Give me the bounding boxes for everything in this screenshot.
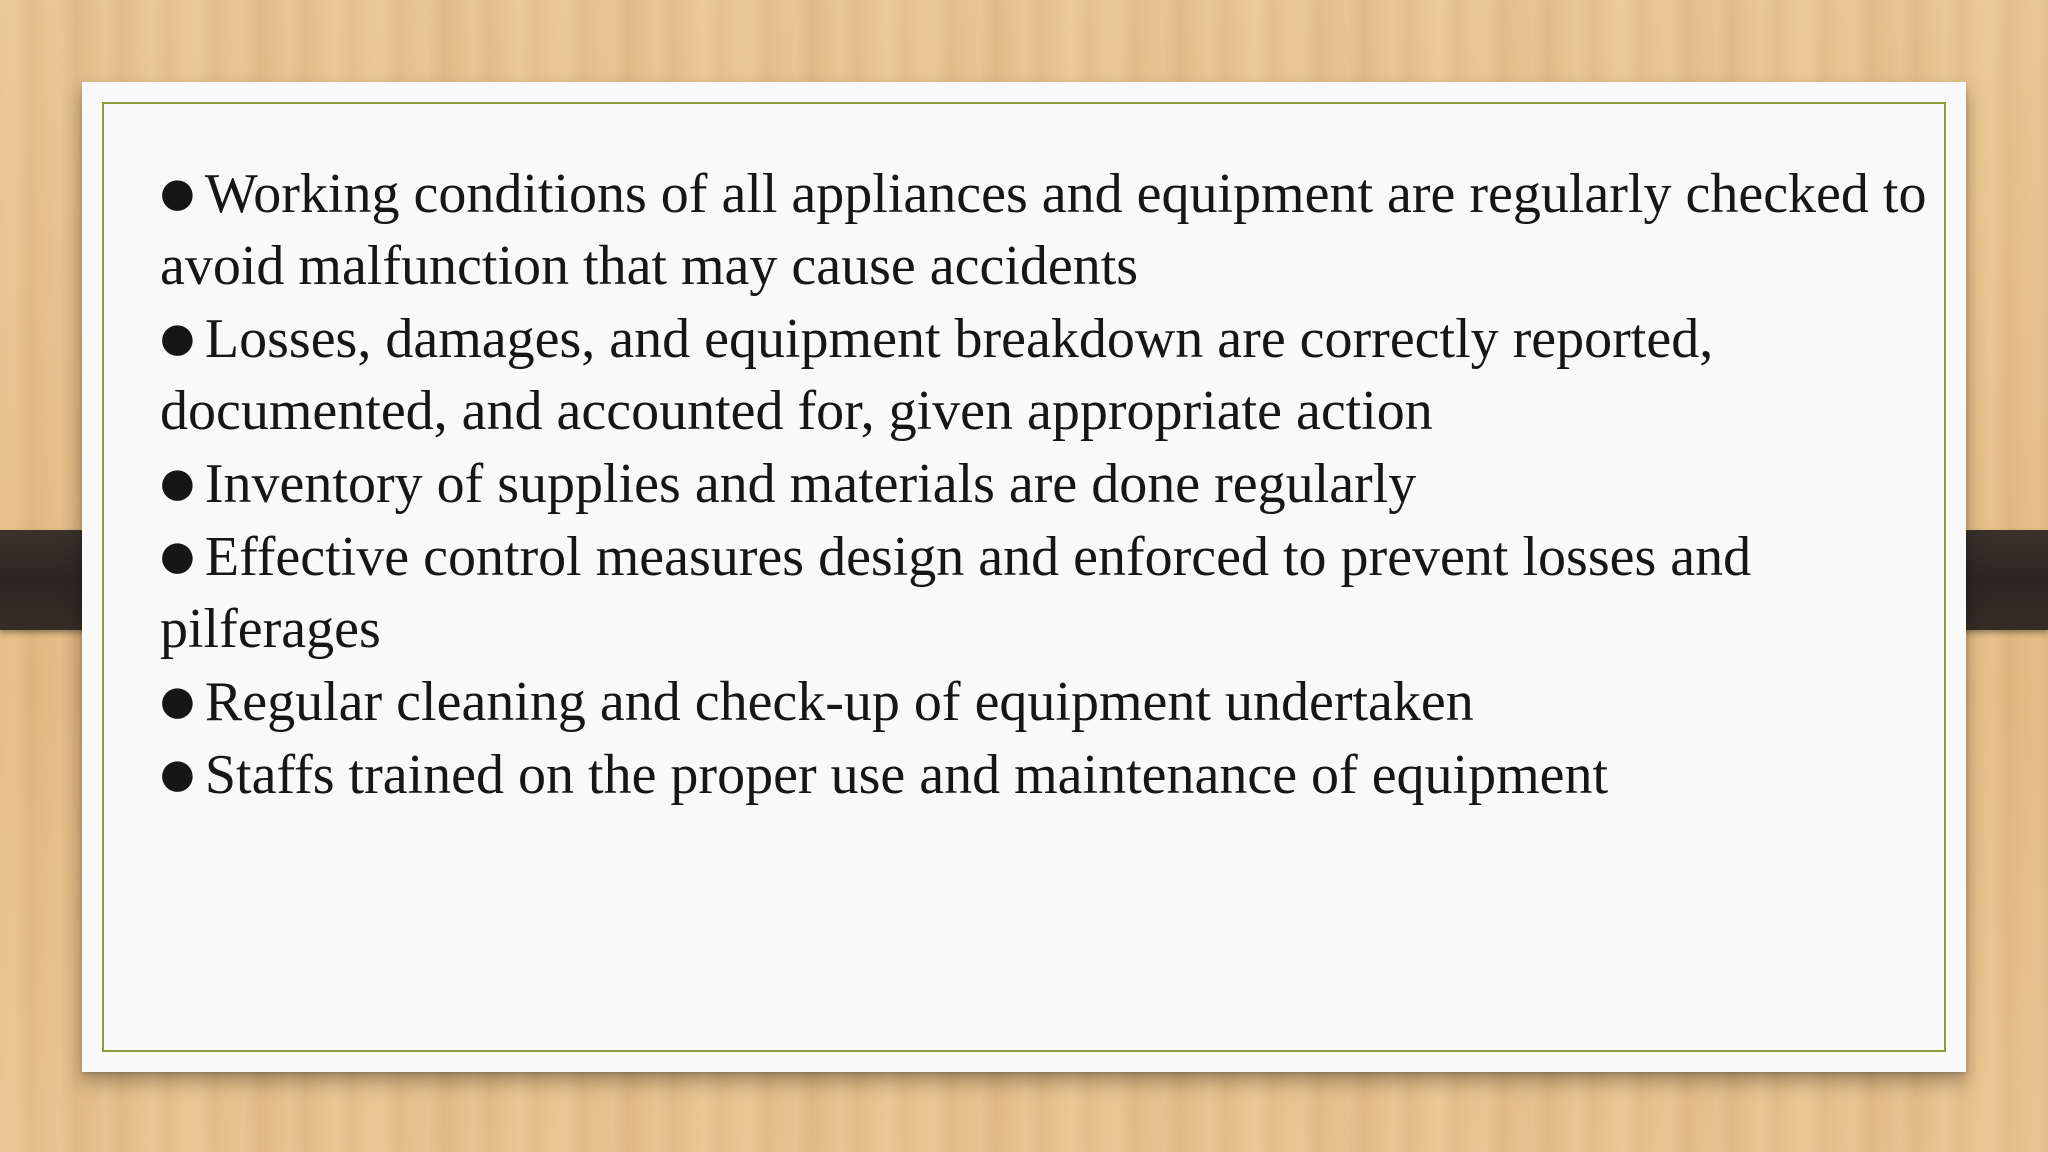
bullet-item-5 — [160, 665, 1950, 738]
slide-card — [82, 82, 1966, 1072]
bullet-icon: ● — [160, 678, 195, 724]
bullet-icon: ● — [160, 460, 195, 506]
bullet-text: Working conditions of all appliances and equipment are regularly checked to avoid malfunction that may cause accidents — [160, 163, 1927, 297]
bullet-item-3 — [160, 447, 1950, 520]
bullet-item-1 — [160, 157, 1950, 302]
bullet-text: Effective control measures design and enforced to prevent losses and pilferages — [160, 526, 1752, 660]
bullet-text: Staffs trained on the proper use and maintenance of equipment — [204, 744, 1609, 806]
bullet-text: Losses, damages, and equipment breakdown are correctly reported, documented, and accounted for, given appropriate action — [160, 308, 1714, 442]
bullet-icon: ● — [160, 170, 195, 216]
bullet-icon: ● — [160, 751, 195, 797]
bullet-icon: ● — [160, 533, 195, 579]
bullet-item-6 — [160, 738, 1950, 811]
bullet-item-2 — [160, 302, 1950, 447]
bullet-text: Regular cleaning and check-up of equipment undertaken — [204, 671, 1474, 733]
bullet-item-4 — [160, 520, 1950, 665]
bullet-icon: ● — [160, 315, 195, 361]
bullet-text: Inventory of supplies and materials are done regularly — [204, 453, 1417, 515]
bullet-list — [160, 157, 1950, 811]
